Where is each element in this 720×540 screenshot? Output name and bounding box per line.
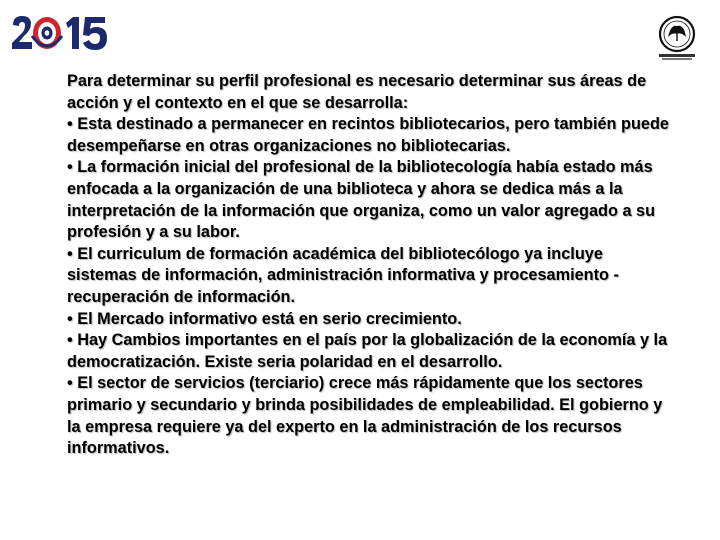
- bullet-item: • Esta destinado a permanecer en recintos bibliotecarios, pero también puede desempeñarse en otras organizaciones no bibliotecarias.: [67, 115, 669, 155]
- bullet-item: • El curriculum de formación académica del bibliotecólogo ya incluye sistemas de información, administración informativa y procesamiento -recuperación de información.: [67, 244, 619, 306]
- bullet-item: • El sector de servicios (terciario) crece más rápidamente que los sectores primario y secundario y brinda posibilidades de empleabilidad. El gobierno y la empresa requiere ya del experto en la administración de los recursos informativos.: [67, 374, 663, 458]
- year-2015-logo: [10, 12, 110, 54]
- bullet-item: • Hay Cambios importantes en el país por la globalización de la economía y la democratización. Existe seria polaridad en el desarrollo.: [67, 331, 668, 371]
- bullet-item: • El Mercado informativo está en serio crecimiento.: [67, 309, 462, 328]
- university-seal-icon: [654, 14, 700, 62]
- bullet-item: • La formación inicial del profesional de la bibliotecología había estado más enfocada a la organización de una biblioteca y ahora se dedica más a la interpretación de la información que organiza, como un valor agregado a su profesión y a su labor.: [67, 158, 656, 242]
- main-text-block: [67, 71, 677, 460]
- intro-paragraph: Para determinar su perfil profesional es necesario determinar sus áreas de acción y el contexto en el que se desarrolla:: [67, 72, 647, 112]
